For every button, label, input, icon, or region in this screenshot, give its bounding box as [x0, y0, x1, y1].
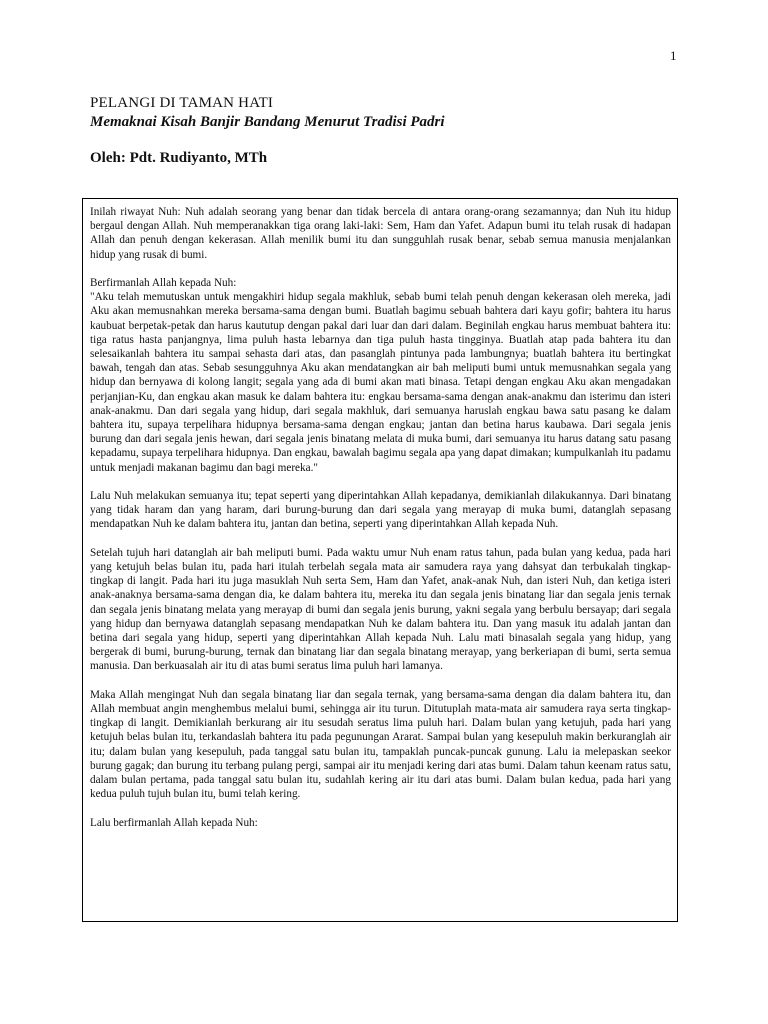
paragraph-closing: Lalu berfirmanlah Allah kepada Nuh:: [90, 816, 258, 829]
document-title: PELANGI DI TAMAN HATI: [90, 95, 274, 111]
paragraph-intro: Inilah riwayat Nuh: Nuh adalah seorang yang benar dan tidak bercela di antara orang-orang sezamannya; dan Nuh itu hidup bergaul dengan Allah. Nuh memperanakkan tiga orang laki-laki: Sem, Ham dan Yafet. Adapun bumi itu telah rusak di hadapan Allah dan penuh dengan kekerasan. Allah menilik bumi itu dan sungguhlah rusak benar, sebab semua manusia menjalankan hidup yang rusak di bumi.: [90, 206, 671, 261]
document-subtitle: Memaknai Kisah Banjir Bandang Menurut Tradisi Padri: [90, 114, 445, 130]
paragraph-flood: Setelah tujuh hari datanglah air bah meliputi bumi. Pada waktu umur Nuh enam ratus tahun, pada bulan yang kedua, pada hari yang ketujuh belas bulan itu, pada hari itulah terbelah segala mata air samudera raya yang dahsyat dan terbukalah tingkap-tingkap di langit. Pada hari itu juga masuklah Nuh serta Sem, Ham dan Yafet, anak-anak Nuh, dan isteri Nuh, dan ketiga isteri anak-anaknya bersama-sama dengan dia, ke dalam bahtera itu, mereka itu dan segala jenis binatang liar dan segala jenis ternak dan segala jenis binatang melata yang merayap di bumi dan segala jenis burung, yakni segala yang berbulu bersayap; dari segala yang hidup dan bernyawa datanglah sepasang mendapatkan Nuh ke dalam bahtera itu. Dan yang masuk itu adalah jantan dan betina dari segala yang hidup, seperti yang diperintahkan Allah kepada Nuh. Lalu mati binasalah segala yang hidup, yang bergerak di bumi, burung-burung, ternak dan binatang liar dan segala binatang merayap, yang berkeriapan di bumi, serta semua manusia. Dan berkuasalah air itu di atas bumi seratus lima puluh hari lamanya.: [90, 546, 671, 673]
paragraph-waters-recede: Maka Allah mengingat Nuh dan segala binatang liar dan segala ternak, yang bersama-sama dengan dia dalam bahtera itu, dan Allah membuat angin menghembus melalui bumi, sehingga air itu turun. Ditutuplah mata-mata air samudera raya serta tingkap-tingkap di langit. Demikianlah berkurang air itu sesudah seratus lima puluh hari. Dalam bulan yang ketujuh, pada hari yang ketujuh belas bulan itu, terkandaslah bahtera itu pada pegunungan Ararat. Sampai bulan yang kesepuluh makin berkuranglah air itu; dalam bulan yang kesepuluh, pada tanggal satu bulan itu, tampaklah puncak-puncak gunung. Lalu ia melepaskan seekor burung gagak; dan burung itu terbang pulang pergi, sampai air itu menjadi kering dari atas bumi. Dalam tahun keenam ratus satu, dalam bulan pertama, pada tanggal satu bulan itu, sudahlah kering air itu dari atas bumi. Dalam bulan kedua, pada hari yang kedua puluh tujuh bulan itu, bumi telah kering.: [90, 688, 671, 801]
scripture-text-box: [82, 198, 678, 922]
paragraph-god-speech: "Aku telah memutuskan untuk mengakhiri hidup segala makhluk, sebab bumi telah penuh dengan kekerasan oleh mereka, jadi Aku akan memusnahkan mereka bersama-sama dengan bumi. Buatlah bagimu sebuah bahtera dari kayu gofir; bahtera itu harus kaubuat berpetak-petak dan harus kaututup dengan pakal dari luar dan dari dalam. Beginilah engkau harus membuat bahtera itu: tiga ratus hasta panjangnya, lima puluh hasta lebarnya dan tiga puluh hasta tingginya. Buatlah atap pada bahtera itu dan selesaikanlah bahtera itu sampai sehasta dari atas, dan pasanglah pintunya pada lambungnya; buatlah bahtera itu bertingkat bawah, tengah dan atas. Sebab sesungguhnya Aku akan mendatangkan air bah meliputi bumi untuk memusnahkan segala yang hidup dan bernyawa di kolong langit; segala yang ada di bumi akan mati binasa. Tetapi dengan engkau Aku akan mengadakan perjanjian-Ku, dan engkau akan masuk ke dalam bahtera itu: engkau bersama-sama dengan anak-anakmu dan isterimu dan isteri anak-anakmu. Dan dari segala yang hidup, dari segala makhluk, dari semuanya haruslah engkau bawa satu pasang ke dalam bahtera itu, supaya terpelihara hidupnya bersama-sama dengan engkau; jantan dan betina harus kaubawa. Dari segala jenis burung dan dari segala jenis hewan, dari segala jenis binatang melata di muka bumi, dari semuanya itu harus datang satu pasang kepadamu, supaya terpelihara hidupnya. Dan engkau, bawalah bagimu segala apa yang dapat dimakan; kumpulkanlah itu padamu untuk menjadi makanan bagimu dan bagi mereka.": [90, 291, 671, 474]
page-number: 1: [670, 48, 677, 63]
paragraph-speech-intro: Berfirmanlah Allah kepada Nuh:: [90, 277, 237, 289]
author-line: Oleh: Pdt. Rudiyanto, MTh: [90, 150, 268, 166]
paragraph-noah-obeys: Lalu Nuh melakukan semuanya itu; tepat seperti yang diperintahkan Allah kepadanya, demikianlah dilakukannya. Dari binatang yang tidak haram dan yang haram, dari burung-burung dan dari segala yang merayap di muka bumi, datanglah sepasang mendapatkan Nuh ke dalam bahtera itu, jantan dan betina, seperti yang diperintahkan Allah kepada Nuh.: [90, 490, 671, 531]
